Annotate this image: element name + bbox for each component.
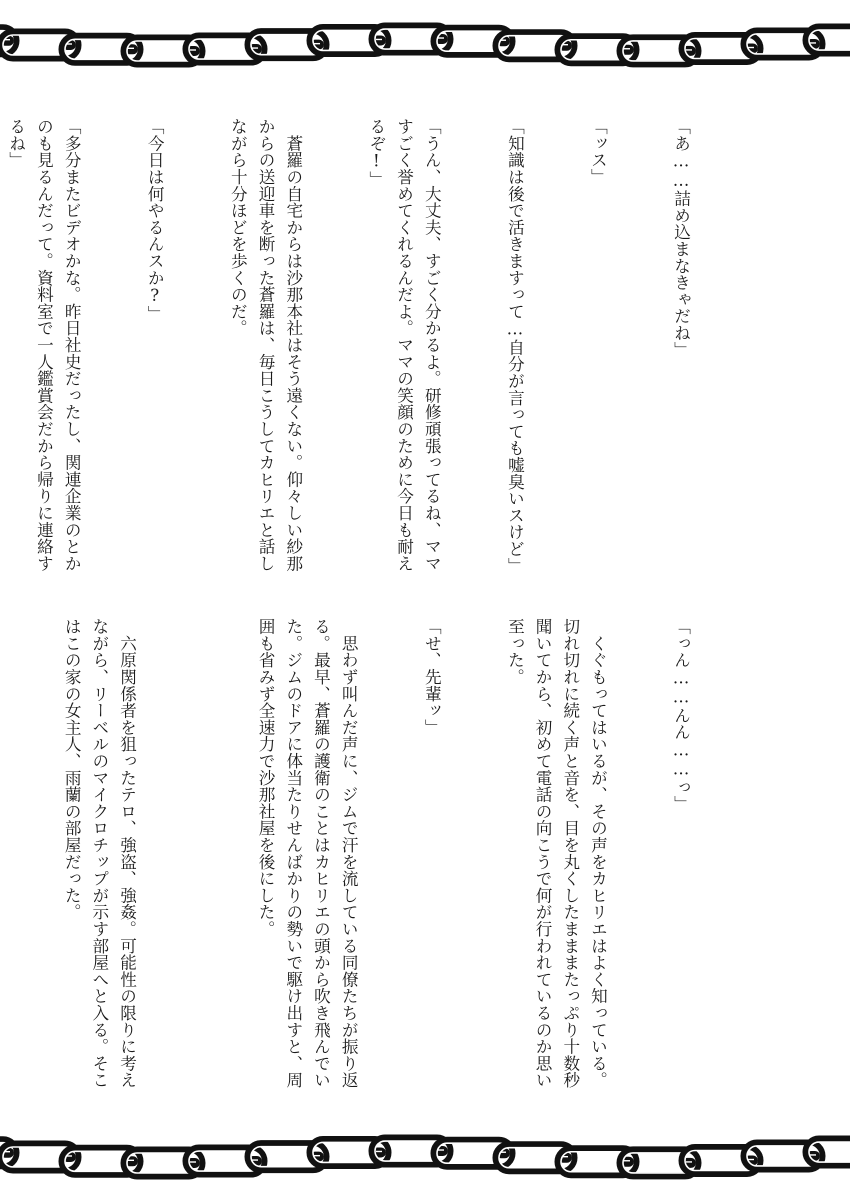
text-block-upper — [6, 118, 750, 588]
text-line: 「知識は後で活きますって…自分が言っても嘘臭いスけど」 — [505, 118, 525, 574]
text-block-lower — [62, 618, 750, 1098]
text-line — [0, 618, 2, 1098]
text-line: 「今日は何やるんスか?」 — [145, 118, 165, 322]
text-line: 蒼羅の自宅からは沙那本社はそう遠くない。仰々しい紗那からの送迎車を断った蒼羅は、毎日こうしてカヒリエと話しながら十分ほどを歩くのだ。 — [228, 118, 303, 572]
text-line: くぐもってはいるが、その声をカヒリエはよく知っている。切れ切れに続く声と音を、目を丸くしたまままたっぷり十数秒聞いてから、初めて電話の向こうで何が行われているのか思い至った。 — [505, 618, 608, 1089]
chain-border-bottom — [0, 1112, 850, 1202]
text-line: 思わず叫んだ声に、ジムで汗を流している同僚たちが振り返る。最早、蒼羅の護衛のことはカヒリエの頭から吹き飛んでいた。ジムのドアに体当たりせんばかりの勢いで駆け出すと、周囲も省みず全速力で沙那社屋を後にした。 — [256, 618, 359, 1089]
text-line: 「ッス」 — [588, 118, 608, 186]
text-line: 「多分またビデオかな。昨日社史だったし、関連企業のとかのも見るんだって。資料室で一人鑑賞会だから帰りに連絡するね」 — [6, 118, 82, 572]
text-line: 「っん……んん……っ」 — [671, 618, 691, 813]
text-line: 「あ……詰め込まなきゃだね」 — [671, 118, 691, 358]
text-line: 六原関係者を狙ったテロ、強盗、強姦。可能性の限りに考えながら、リーベルのマイクロチップが示す部屋へと入る。そこはこの家の女主人、雨蘭の部屋だった。 — [62, 618, 137, 1089]
text-line: 「せ、先輩ッ」 — [422, 618, 442, 736]
chain-border-top — [0, 0, 850, 90]
text-line: 「うん、大丈夫、すごく分かるよ。研修頑張ってるね、ママすごく誉めてくれるんだよ。ママの笑顔のために今日も耐えるぞ!」 — [366, 118, 442, 572]
